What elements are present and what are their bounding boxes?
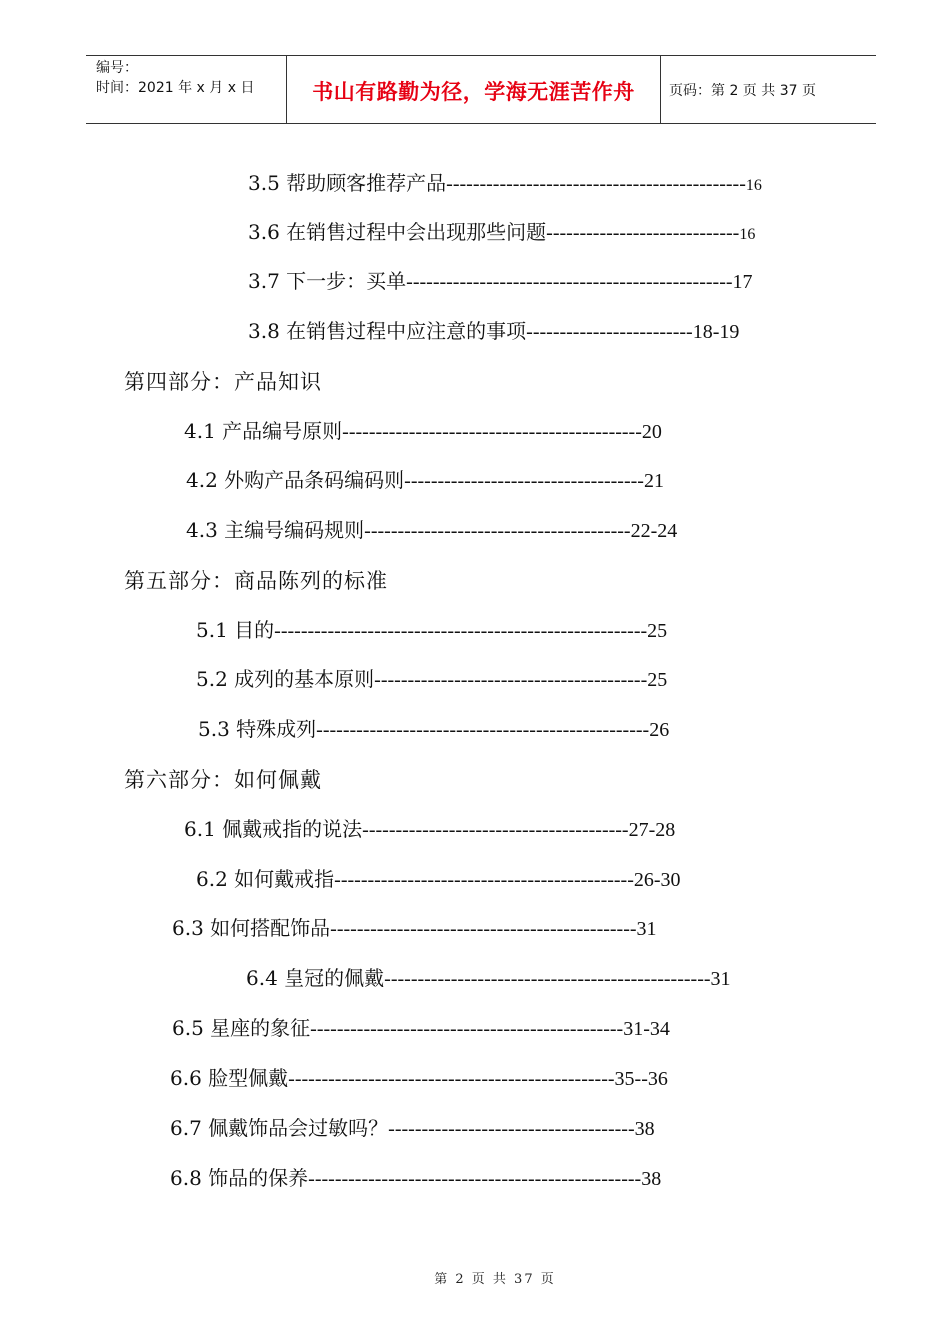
toc-entry[interactable] xyxy=(248,318,739,345)
toc-entry[interactable] xyxy=(248,219,755,248)
toc-entry[interactable] xyxy=(170,1115,655,1142)
section-heading: 第五部分：商品陈列的标准 xyxy=(124,569,388,593)
toc-entry[interactable] xyxy=(184,418,662,445)
toc-entry[interactable] xyxy=(246,965,731,992)
toc-leader: ------------------------------------------------- xyxy=(384,968,711,990)
toc-title: 6.5 星座的象征 xyxy=(172,1016,311,1040)
toc-page: 16 xyxy=(745,177,762,194)
toc-leader: ---------------------------------------- xyxy=(362,819,629,841)
section-heading: 第四部分：产品知识 xyxy=(124,370,322,394)
toc-title: 6.2 如何戴戒指 xyxy=(196,867,335,891)
toc-page: 25 xyxy=(647,620,668,642)
toc-title: 6.8 饰品的保养 xyxy=(170,1166,309,1190)
toc-title: 3.7 下一步：买单 xyxy=(248,269,407,293)
toc-page: 27-28 xyxy=(628,819,676,841)
toc-entry[interactable] xyxy=(248,170,762,199)
toc-leader: -------------------------------------------------- xyxy=(308,1168,642,1190)
toc-page: 38 xyxy=(641,1168,662,1190)
toc-leader: ----------------------------------------- xyxy=(374,669,648,691)
toc-leader: ------------------------------------ xyxy=(404,470,644,492)
toc-title: 3.5 帮助顾客推荐产品 xyxy=(248,171,447,195)
toc-title: 3.8 在销售过程中应注意的事项 xyxy=(248,319,527,343)
toc-leader: ----------------------------- xyxy=(546,222,740,244)
toc-page: 22-24 xyxy=(630,520,678,542)
toc-entry[interactable] xyxy=(196,666,667,693)
header-motto: 书山有路勤为径，学海无涯苦作舟 xyxy=(312,79,635,104)
toc-entry[interactable] xyxy=(184,816,675,843)
toc-page: 20 xyxy=(641,421,662,443)
toc-page: 31 xyxy=(636,918,657,940)
toc-page: 21 xyxy=(643,470,664,492)
toc-page: 26-30 xyxy=(633,869,681,891)
toc-entry[interactable] xyxy=(198,716,669,743)
toc-leader: ------------------------------------------------- xyxy=(406,271,733,293)
header-meta xyxy=(96,58,254,98)
toc-leader: ---------------------------------------------- xyxy=(330,918,637,940)
toc-leader: ------------------------------------------------- xyxy=(288,1068,615,1090)
toc-leader: ------------------------------------- xyxy=(388,1118,635,1140)
toc-page: 16 xyxy=(739,226,756,243)
toc-leader: ------------------------- xyxy=(526,321,693,343)
toc-leader: -------------------------------------------------- xyxy=(316,719,650,741)
toc-title: 3.6 在销售过程中会出现那些问题 xyxy=(248,220,547,244)
toc-page: 35--36 xyxy=(614,1068,668,1090)
toc-title: 4.2 外购产品条码编码则 xyxy=(186,468,405,492)
page-footer: 第 2 页 共 37 页 xyxy=(434,1272,556,1287)
toc-page: 38 xyxy=(634,1118,655,1140)
toc-leader: ---------------------------------------- xyxy=(364,520,631,542)
toc-entry[interactable] xyxy=(170,1065,668,1092)
toc-entry[interactable] xyxy=(196,617,667,644)
toc-title: 6.1 佩戴戒指的说法 xyxy=(184,817,363,841)
toc-entry[interactable] xyxy=(172,1015,670,1042)
toc-title: 6.6 脸型佩戴 xyxy=(170,1066,289,1090)
toc-page: 31-34 xyxy=(623,1018,670,1040)
toc-title: 5.2 成列的基本原则 xyxy=(196,667,375,691)
toc-leader: -------------------------------------------------------- xyxy=(274,620,648,642)
toc-title: 5.3 特殊成列 xyxy=(198,717,317,741)
header-divider xyxy=(660,56,661,123)
code-label: 编号： xyxy=(96,60,138,76)
toc-title: 6.4 皇冠的佩戴 xyxy=(246,966,385,990)
page-header xyxy=(86,55,876,124)
toc-entry[interactable] xyxy=(186,517,677,544)
toc-page: 26 xyxy=(649,719,670,741)
toc-title: 6.7 佩戴饰品会过敏吗？ xyxy=(170,1116,389,1140)
toc-leader: ----------------------------------------------- xyxy=(310,1018,624,1040)
header-page-number: 页码：第 2 页 共 37 页 xyxy=(669,83,816,99)
section-heading: 第六部分：如何佩戴 xyxy=(124,768,322,792)
toc-page: 25 xyxy=(647,669,668,691)
toc-entry[interactable] xyxy=(186,467,664,494)
toc-leader: --------------------------------------------- xyxy=(446,173,746,195)
toc-page: 17 xyxy=(732,271,753,293)
toc-title: 5.1 目的 xyxy=(196,618,275,642)
toc-leader: --------------------------------------------- xyxy=(342,421,642,443)
toc-entry[interactable] xyxy=(172,915,657,942)
toc-entry[interactable] xyxy=(196,866,681,893)
toc-entry[interactable] xyxy=(248,268,753,295)
time-label: 时间：2021 年 x 月 x 日 xyxy=(96,80,255,96)
toc-title: 6.3 如何搭配饰品 xyxy=(172,916,331,940)
toc-title: 4.1 产品编号原则 xyxy=(184,419,343,443)
toc-leader: --------------------------------------------- xyxy=(334,869,634,891)
toc-page: 18-19 xyxy=(692,321,740,343)
toc-entry[interactable] xyxy=(170,1165,661,1192)
toc-page: 31 xyxy=(710,968,731,990)
toc-title: 4.3 主编号编码规则 xyxy=(186,518,365,542)
